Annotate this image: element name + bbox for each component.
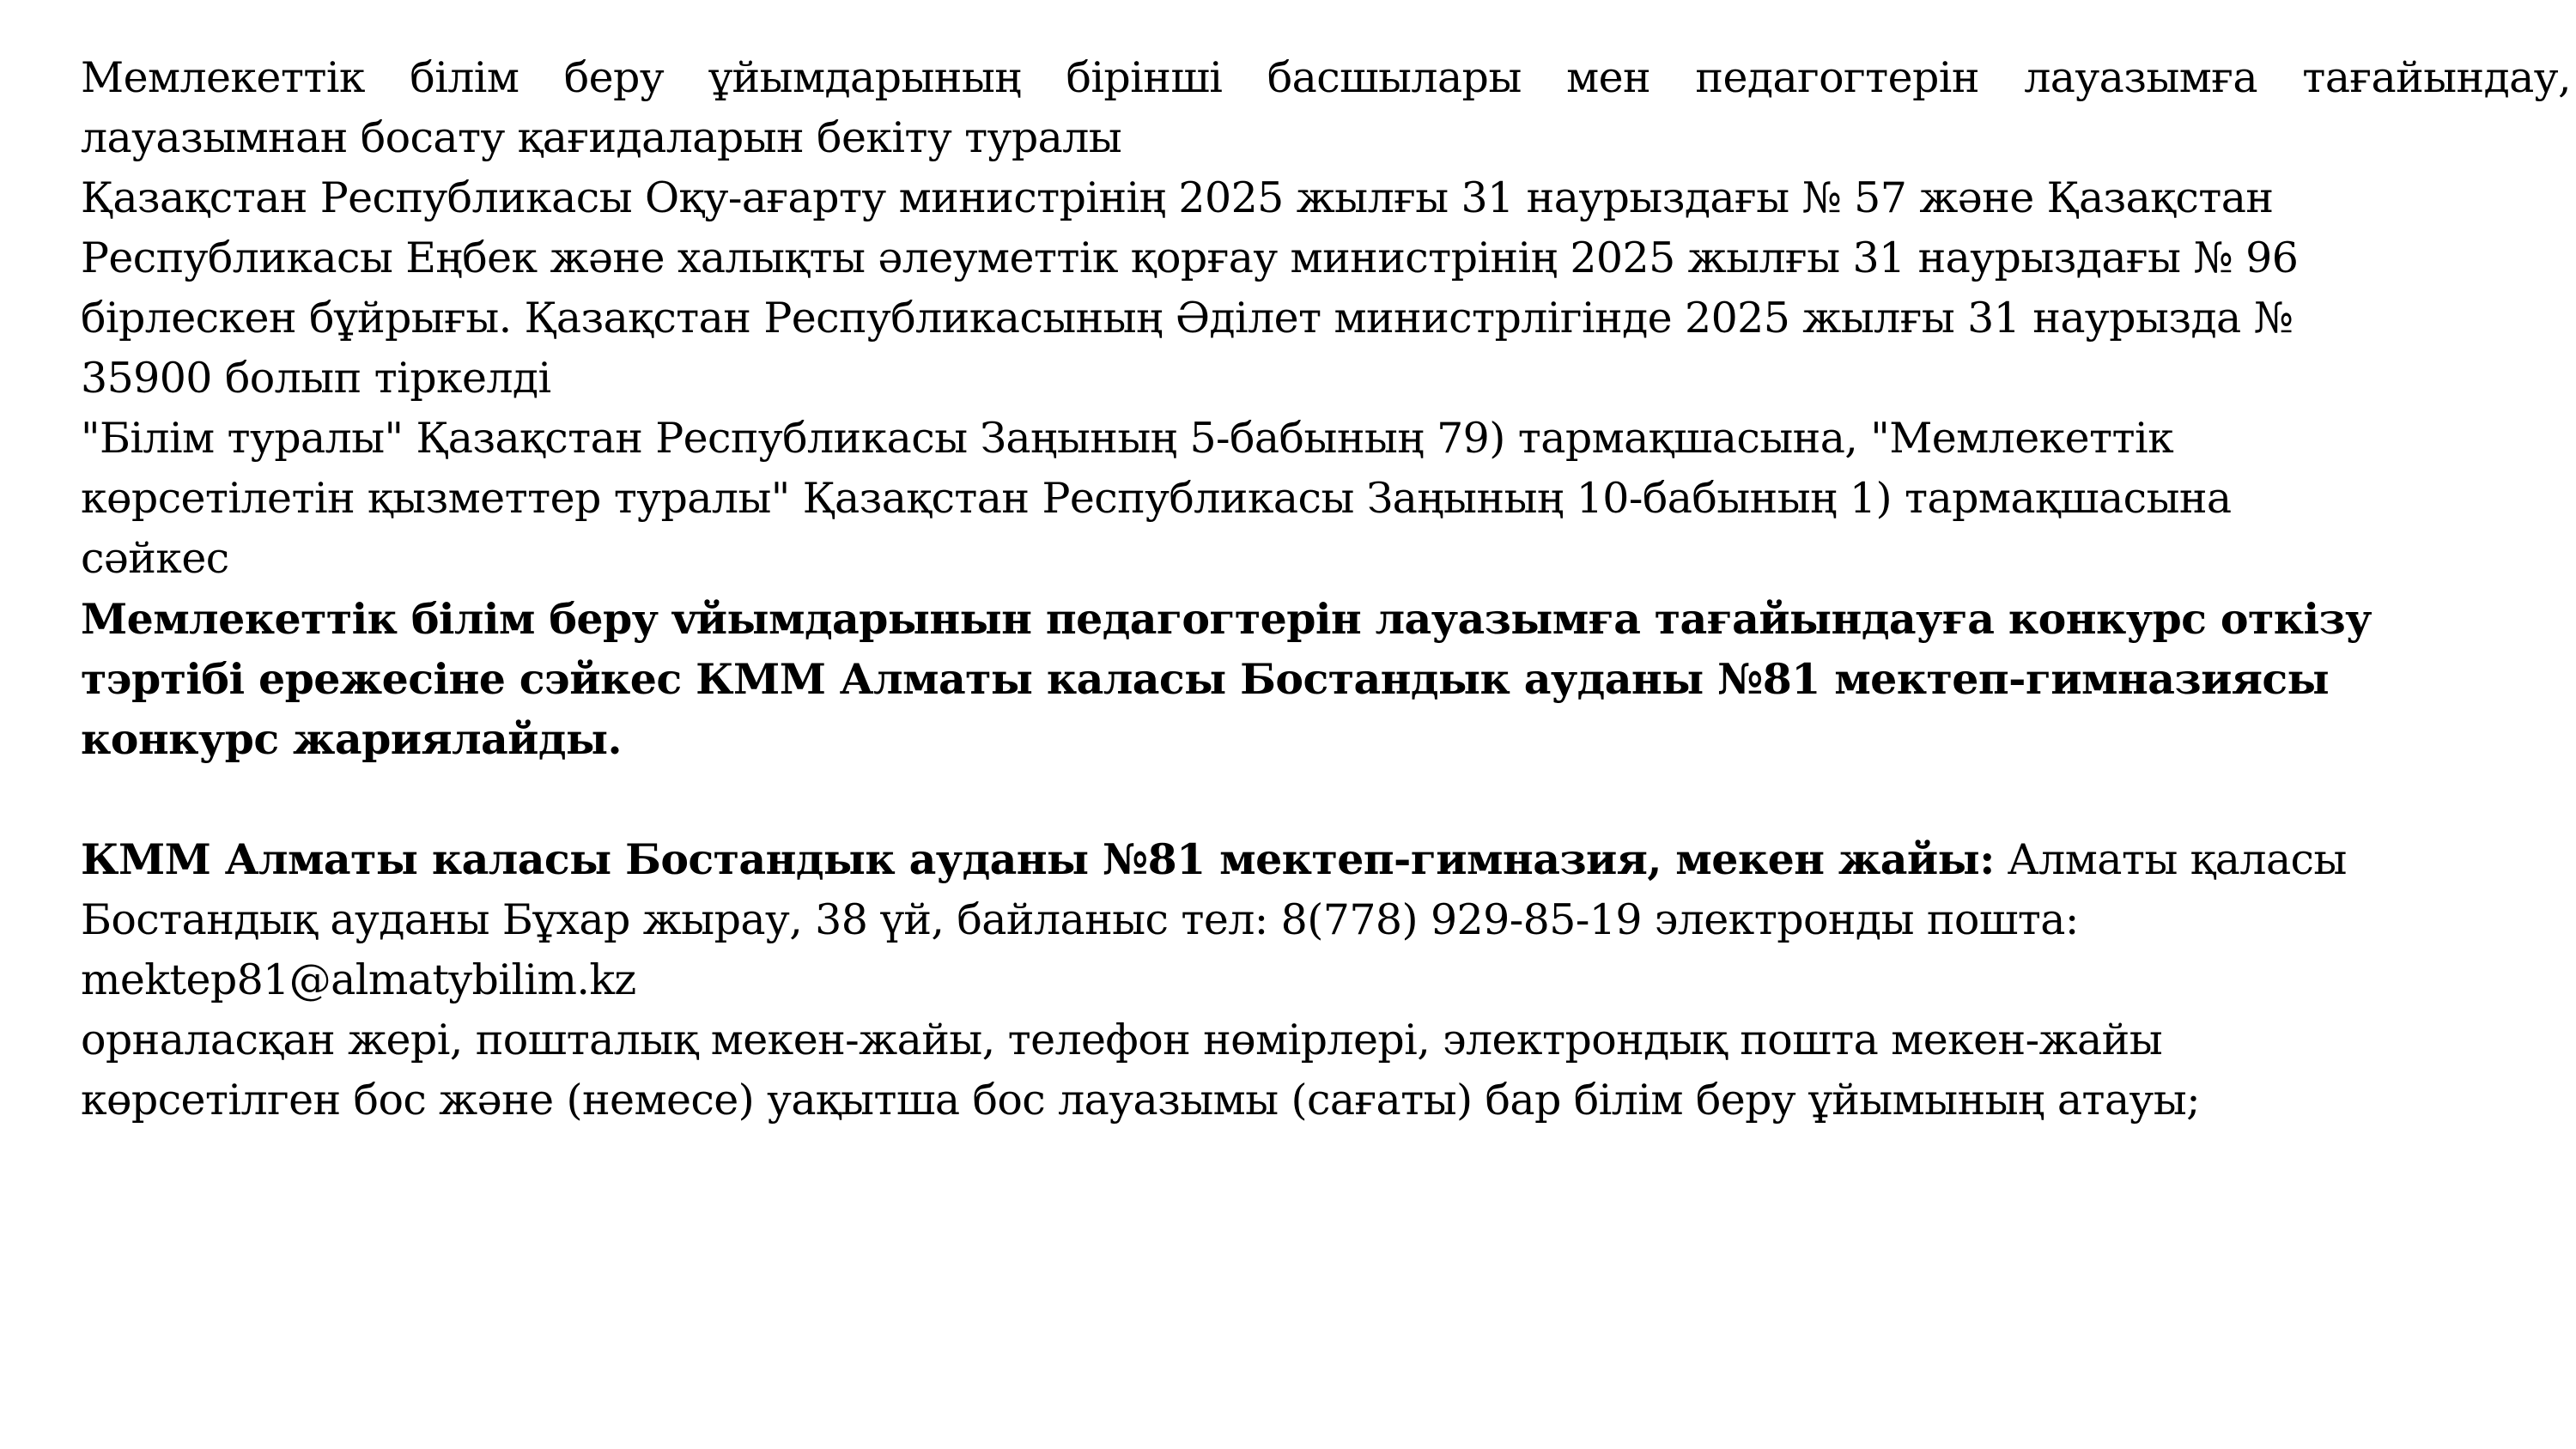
document-title-line-2: лауазымнан босату қағидаларын бекіту туралы xyxy=(81,113,1122,162)
school-city: Алматы қаласы xyxy=(1994,835,2347,884)
school-contact-line-2: Бостандық ауданы Бұхар жырау, 38 үй, байланыс тел: 8(778) 929-85-19 электронды пошта: xyxy=(81,895,2079,944)
legal-basis-line: сәйкес xyxy=(81,534,229,583)
competition-announcement xyxy=(81,589,2571,769)
announcement-line: Мемлекеттік білім беру vйымдарынын педагогтерін лауазымға тағайындауға конкурс откізу xyxy=(81,594,2372,644)
legal-basis-line: көрсетілетін қызметтер туралы" Қазақстан Республикасы Заңының 10-бабының 1) тармақшасына xyxy=(81,474,2232,523)
announcement-line: конкурс жариялайды. xyxy=(81,714,622,764)
legal-basis-line: "Білім туралы" Қазақстан Республикасы Заңының 5-бабының 79) тармақшасына, "Мемлекеттік xyxy=(81,414,2174,463)
school-name-label: КММ Алматы каласы Бостандык ауданы №81 мектеп-гимназия, мекен жайы: xyxy=(81,834,1995,884)
document-title-line-1: Мемлекеттік білім беру ұйымдарының бірінші басшылары мен педагогтерін лауазымға тағайындау, xyxy=(81,53,2571,102)
document-title xyxy=(81,48,2571,168)
legal-basis xyxy=(81,409,2571,589)
school-contact xyxy=(81,829,2571,1010)
school-contact-line-1 xyxy=(81,829,2571,890)
announcement-line: тэртібі ережесіне сэйкес КММ Алматы каласы Бостандык ауданы №81 мектеп-гимназиясы xyxy=(81,654,2330,704)
order-info xyxy=(81,168,2571,409)
order-info-line: Қазақстан Республикасы Оқу-ағарту министрінің 2025 жылғы 31 наурыздағы № 57 және Қазақстан xyxy=(81,173,2274,222)
school-email-link[interactable]: mektep81@almatybilim.kz xyxy=(81,955,636,1004)
order-info-line: бірлескен бұйрығы. Қазақстан Республикасының Әділет министрлігінде 2025 жылғы 31 наурызда № xyxy=(81,294,2293,343)
requirement-note-line: орналасқан жері, пошталық мекен-жайы, телефон нөмірлері, электрондық пошта мекен-жайы xyxy=(81,1016,2163,1064)
document-page xyxy=(81,48,2571,1131)
paragraph-spacer xyxy=(81,769,2571,829)
requirement-note-line: көрсетілген бос және (немесе) уақытша бос лауазымы (сағаты) бар білім беру ұйымының атауы; xyxy=(81,1076,2201,1125)
requirement-note xyxy=(81,1010,2571,1131)
order-info-line: Республикасы Еңбек және халықты әлеуметтік қорғау министрінің 2025 жылғы 31 наурыздағы № 96 xyxy=(81,233,2299,282)
order-info-line: 35900 болып тіркелді xyxy=(81,354,551,403)
